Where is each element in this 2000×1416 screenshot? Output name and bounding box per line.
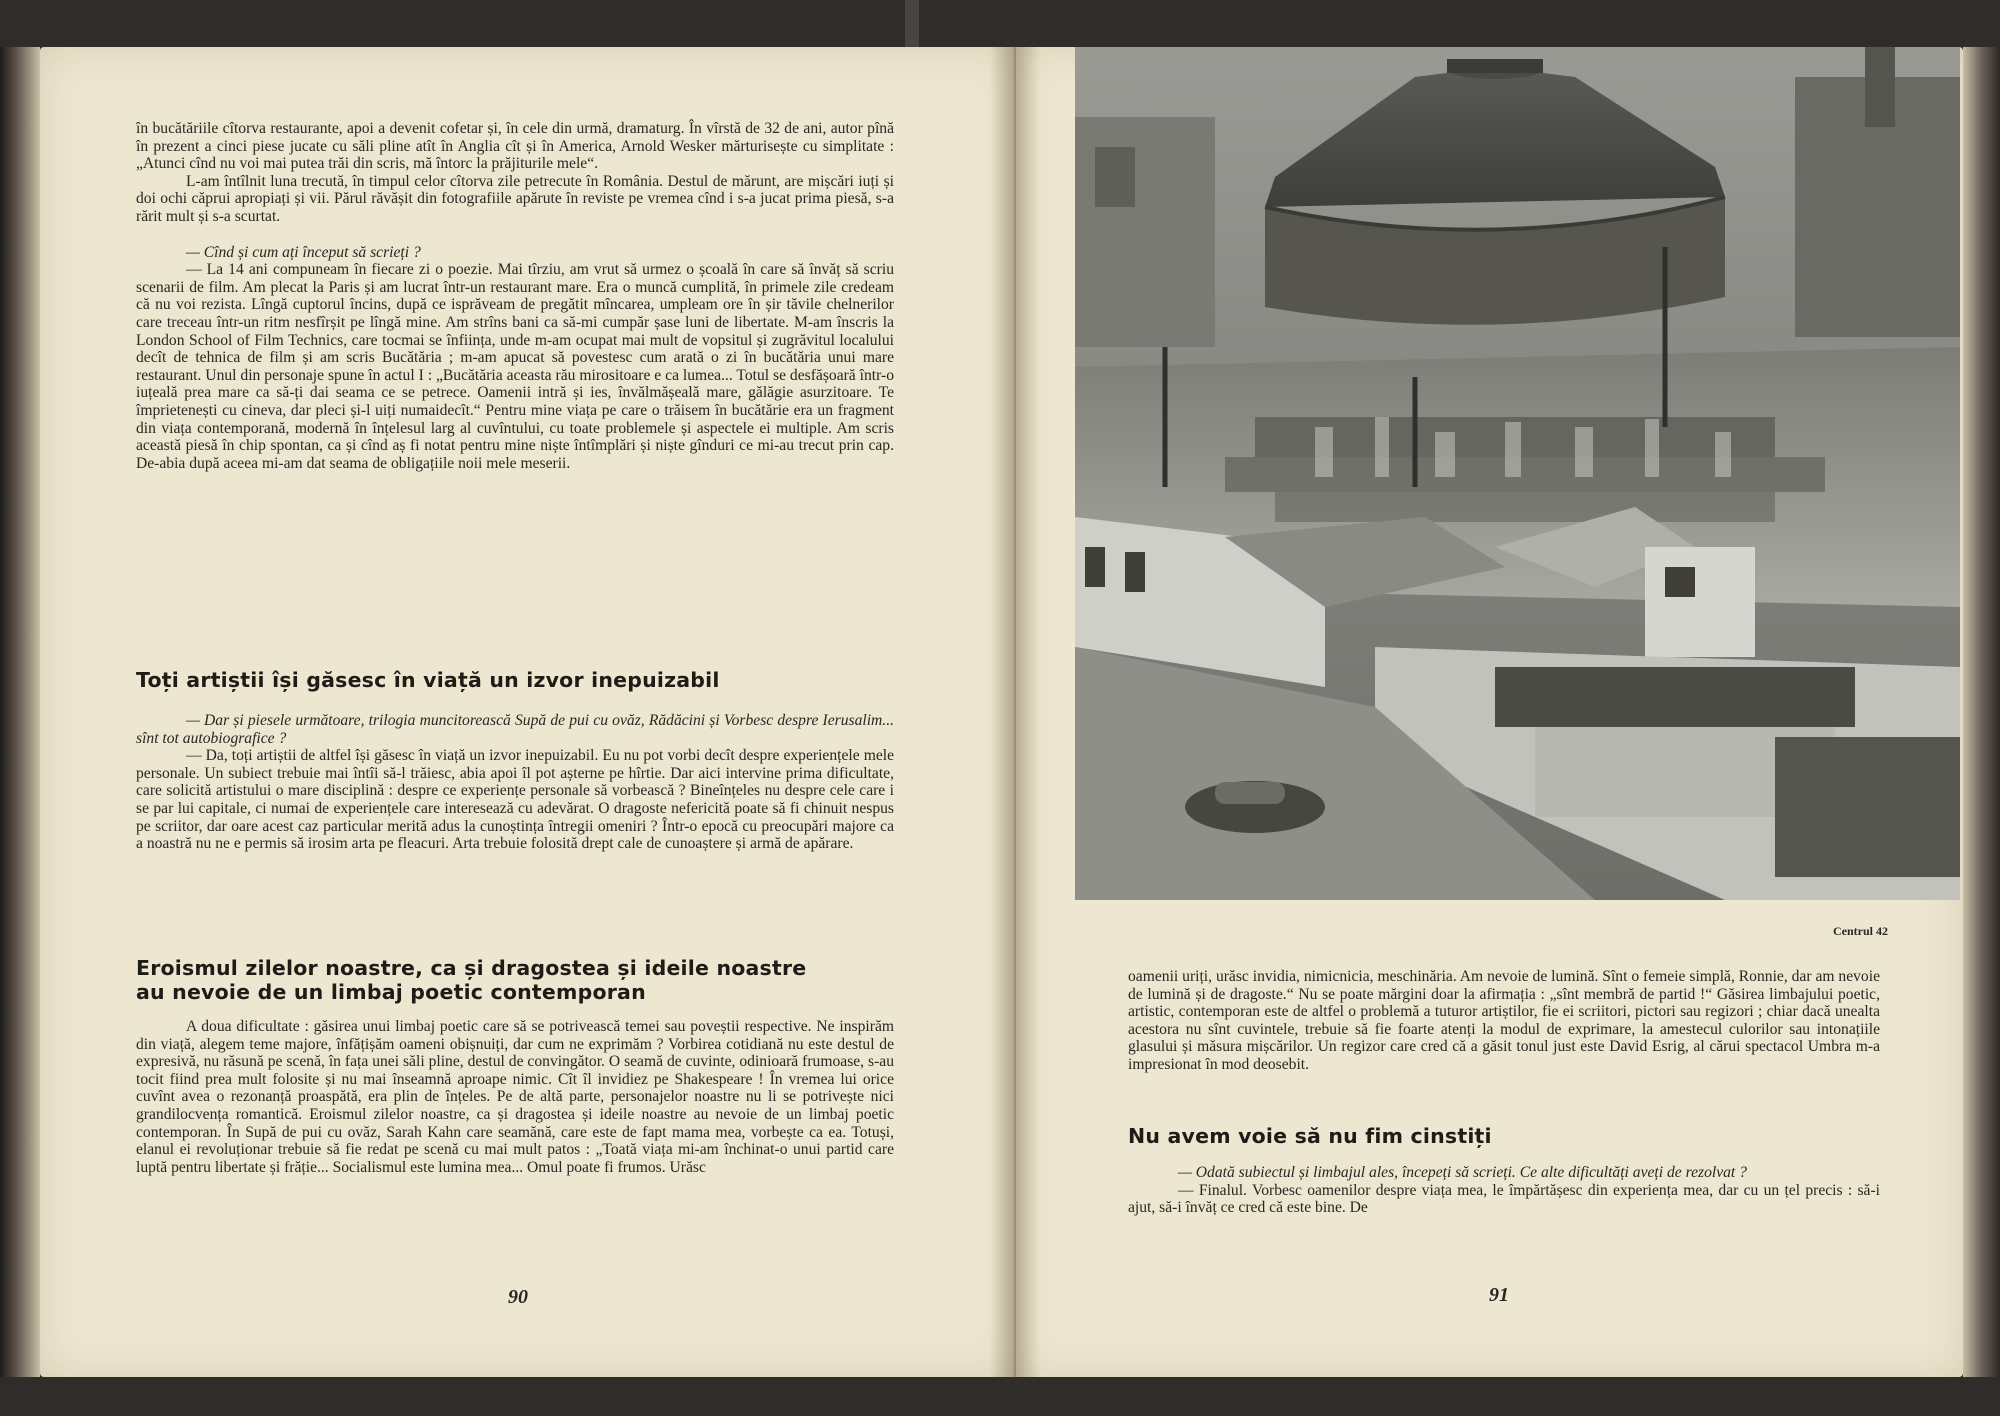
heading-text-line1: Eroismul zilelor noastre, ca și dragostea și ideile noastre bbox=[136, 956, 807, 980]
book-binding bbox=[905, 0, 919, 47]
section-heading bbox=[1128, 1124, 1880, 1148]
heading-text: Nu avem voie să nu fim cinstiți bbox=[1128, 1124, 1492, 1148]
heading-text: Toți artiștii își găsesc în viață un izvor inepuizabil bbox=[136, 668, 720, 692]
paragraph: oamenii uriți, urăsc invidia, nimicnicia, meschinăria. Am nevoie de lumină. Sînt o femeie simplă, Ronnie, dar am nevoie de lumină și de dragoste.“ Nu se poate mărgini doar la afirmația : „sînt membră de partid !“ Găsirea limbajului poetic, artistic, contemporan este de altfel o problemă a tuturor artiștilor, fie ei scriitori, pictori sau regizori ; chiar dacă unealta acestora nu sînt cuvintele, trebuie să fie foarte atenți la modul de exprimare, la amestecul culorilor sau intonațiile glasului și măsura mișcărilor. Un regizor care cred că a găsit tonul just este David Esrig, al cărui spectacol Umbra m-a impresionat în mod deosebit. bbox=[1128, 968, 1880, 1073]
photo-circus-building bbox=[1075, 47, 1960, 900]
section-heading bbox=[136, 956, 894, 1004]
photo-illustration bbox=[1075, 47, 1960, 900]
spacer bbox=[136, 226, 894, 244]
section-heading bbox=[136, 668, 894, 692]
paragraph: în bucătăriile cîtorva restaurante, apoi a devenit cofetar și, în cele din urmă, dramaturg. În vîrstă de 32 de ani, autor pînă în prezent a cinci piese jucate cu săli pline atît în Anglia cît și în America, Arnold Wesker mărturisește cu simplitate : „Atunci cînd nu voi mai putea trăi din scris, mă întorc la prăjiturile mele“. bbox=[136, 120, 894, 173]
left-page-column-2 bbox=[136, 712, 894, 853]
book-gutter bbox=[990, 47, 1040, 1377]
paragraph: A doua dificultate : găsirea unui limbaj poetic care să se potrivească temei sau poveștii respective. Ne inspirăm din viață, alegem teme majore, înfățișăm oameni obișnuiți, dar cum ne exprimăm ? Vorbirea cotidiană nu este destul de expresivă, nu răsună pe scenă, în fața unei săli pline, destul de convingător. O seamă de cuvinte, odinioară frumoase, s-au tocit fiind prea mult folosite și nu mai înseamnă aproape nimic. Cît îl invidiez pe Shakespeare ! În vremea lui orice cuvînt avea o rezonanță proaspătă, era plin de înțeles. Pe de altă parte, personajelor noastre nu li se potrivește nici grandilocvența romantică. Eroismul zilelor noastre, ca și dragostea și ideile noastre au nevoie de un limbaj poetic contemporan. În Supă de pui cu ovăz, Sarah Kahn care seamănă, care este de fapt mama mea, vorbește ca ea. Totuși, elanul ei revoluționar trebuie să fie redat pe scenă cu mai mult patos : „Toată viața mi-am închinat-o unui partid care luptă pentru libertate și frăție... Socialismul este lumina mea... Omul poate fi frumos. Urăsc bbox=[136, 1018, 894, 1176]
interview-question: — Cînd și cum ați început să scrieți ? bbox=[186, 243, 421, 261]
right-page-column bbox=[1128, 968, 1880, 1074]
page-number-right: 91 bbox=[1489, 1284, 1509, 1306]
left-page-column bbox=[136, 120, 894, 472]
left-page-column-3 bbox=[136, 1018, 894, 1176]
interview-answer: — Da, toți artiștii de altfel își găsesc în viață un izvor inepuizabil. Eu nu pot vorbi decît despre experiențele mele personale. Un subiect trebuie mai întîi să-l trăiesc, abia apoi îl pot așterne pe hîrtie. Dar aici intervine prima dificultate, care solicită artistului o mare disciplină : despre ce experiențe personale să vorbească ? Bineînțeles nu despre cele care i se par lui capitale, ci numai de experiențele care interesează cu adevărat. O dragoste nefericită poate să fi chinuit nespus pe scriitor, dar oare acest caz particular merită adus la cunoștința întregii omeniri ? Într-o epocă cu preocupări majore ca a noastră nu ne e permis să irosim arta pe fleacuri. Arta trebuie folosită drept cale de cunoaștere și armă de apărare. bbox=[136, 747, 894, 853]
heading-text-line2: au nevoie de un limbaj poetic contemporan bbox=[136, 980, 646, 1004]
right-page-column-2 bbox=[1128, 1164, 1880, 1217]
interview-question: — Odată subiectul și limbajul ales, începeți să scrieți. Ce alte dificultăți aveți de rezolvat ? bbox=[1178, 1164, 1747, 1181]
page-edge-left bbox=[0, 47, 40, 1377]
page-number-left: 90 bbox=[508, 1286, 528, 1308]
interview-answer: — La 14 ani compuneam în fiecare zi o poezie. Mai tîrziu, am vrut să urmez o școală în care să învăț să scriu scenarii de film. Am plecat la Paris și am lucrat într-un restaurant mare. Era o muncă cumplită, în primele zile credeam că nu voi rezista. Lîngă cuptorul încins, după ce isprăveam de pregătit mîncarea, umpleam ore în șir tăvile chelnerilor care treceau într-un ritm nesfîrșit pe lîngă mine. Am strîns bani ca să-mi cumpăr șase luni de libertate. M-am înscris la London School of Film Technics, care tocmai se înființa, unde m-am ocupat mai mult de vopsitul și zugrăvitul localului decît de tehnica de film și am scris Bucătăria ; m-am apucat să povestesc cum arată o zi în bucătăria unui mare restaurant. Unul din personaje spune în actul I : „Bucătăria aceasta rău mirositoare e ca lumea... Totul se desfășoară într-o iuțeală prea mare ca să-ți dai seama ce se petrece. Oamenii intră și ies, învălmășeală mare, gălăgie asurzitoare. Te împrietenești cu cineva, dar pleci și-l uiți numaidecît.“ Pentru mine viața pe care o trăisem în bucătărie era un fragment din viața contemporană, modernă în înțelesul larg al cuvîntului, cu toate problemele și aspectele ei multiple. Am scris această piesă în chip spontan, ca și cînd aș fi notat pentru mine niște întîmplări și niște gînduri ce mi-au trecut prin cap. De-abia după aceea mi-am dat seama de obligațiile noii mele meserii. bbox=[136, 261, 894, 472]
interview-question: — Dar și piesele următoare, trilogia muncitorească Supă de pui cu ovăz, Rădăcini și Vorbesc despre Ierusalim... sînt tot autobiografice ? bbox=[136, 712, 894, 747]
interview-answer: — Finalul. Vorbesc oamenilor despre viața mea, le împărtășesc din experiența mea, dar cu un țel precis : să-i ajut, să-i învăț ce cred că este bine. De bbox=[1128, 1181, 1880, 1217]
paragraph: L-am întîlnit luna trecută, în timpul celor cîtorva zile petrecute în România. Destul de mărunt, are mișcări iuți și doi ochi căprui apropiați și vii. Părul răvășit din fotografiile apărute în reviste pe vremea cînd i s-a jucat prima piesă, s-a rărit mult și s-a scurtat. bbox=[136, 172, 894, 225]
page-edge-right bbox=[1963, 47, 2000, 1377]
photo-caption: Centrul 42 bbox=[1833, 924, 1888, 938]
